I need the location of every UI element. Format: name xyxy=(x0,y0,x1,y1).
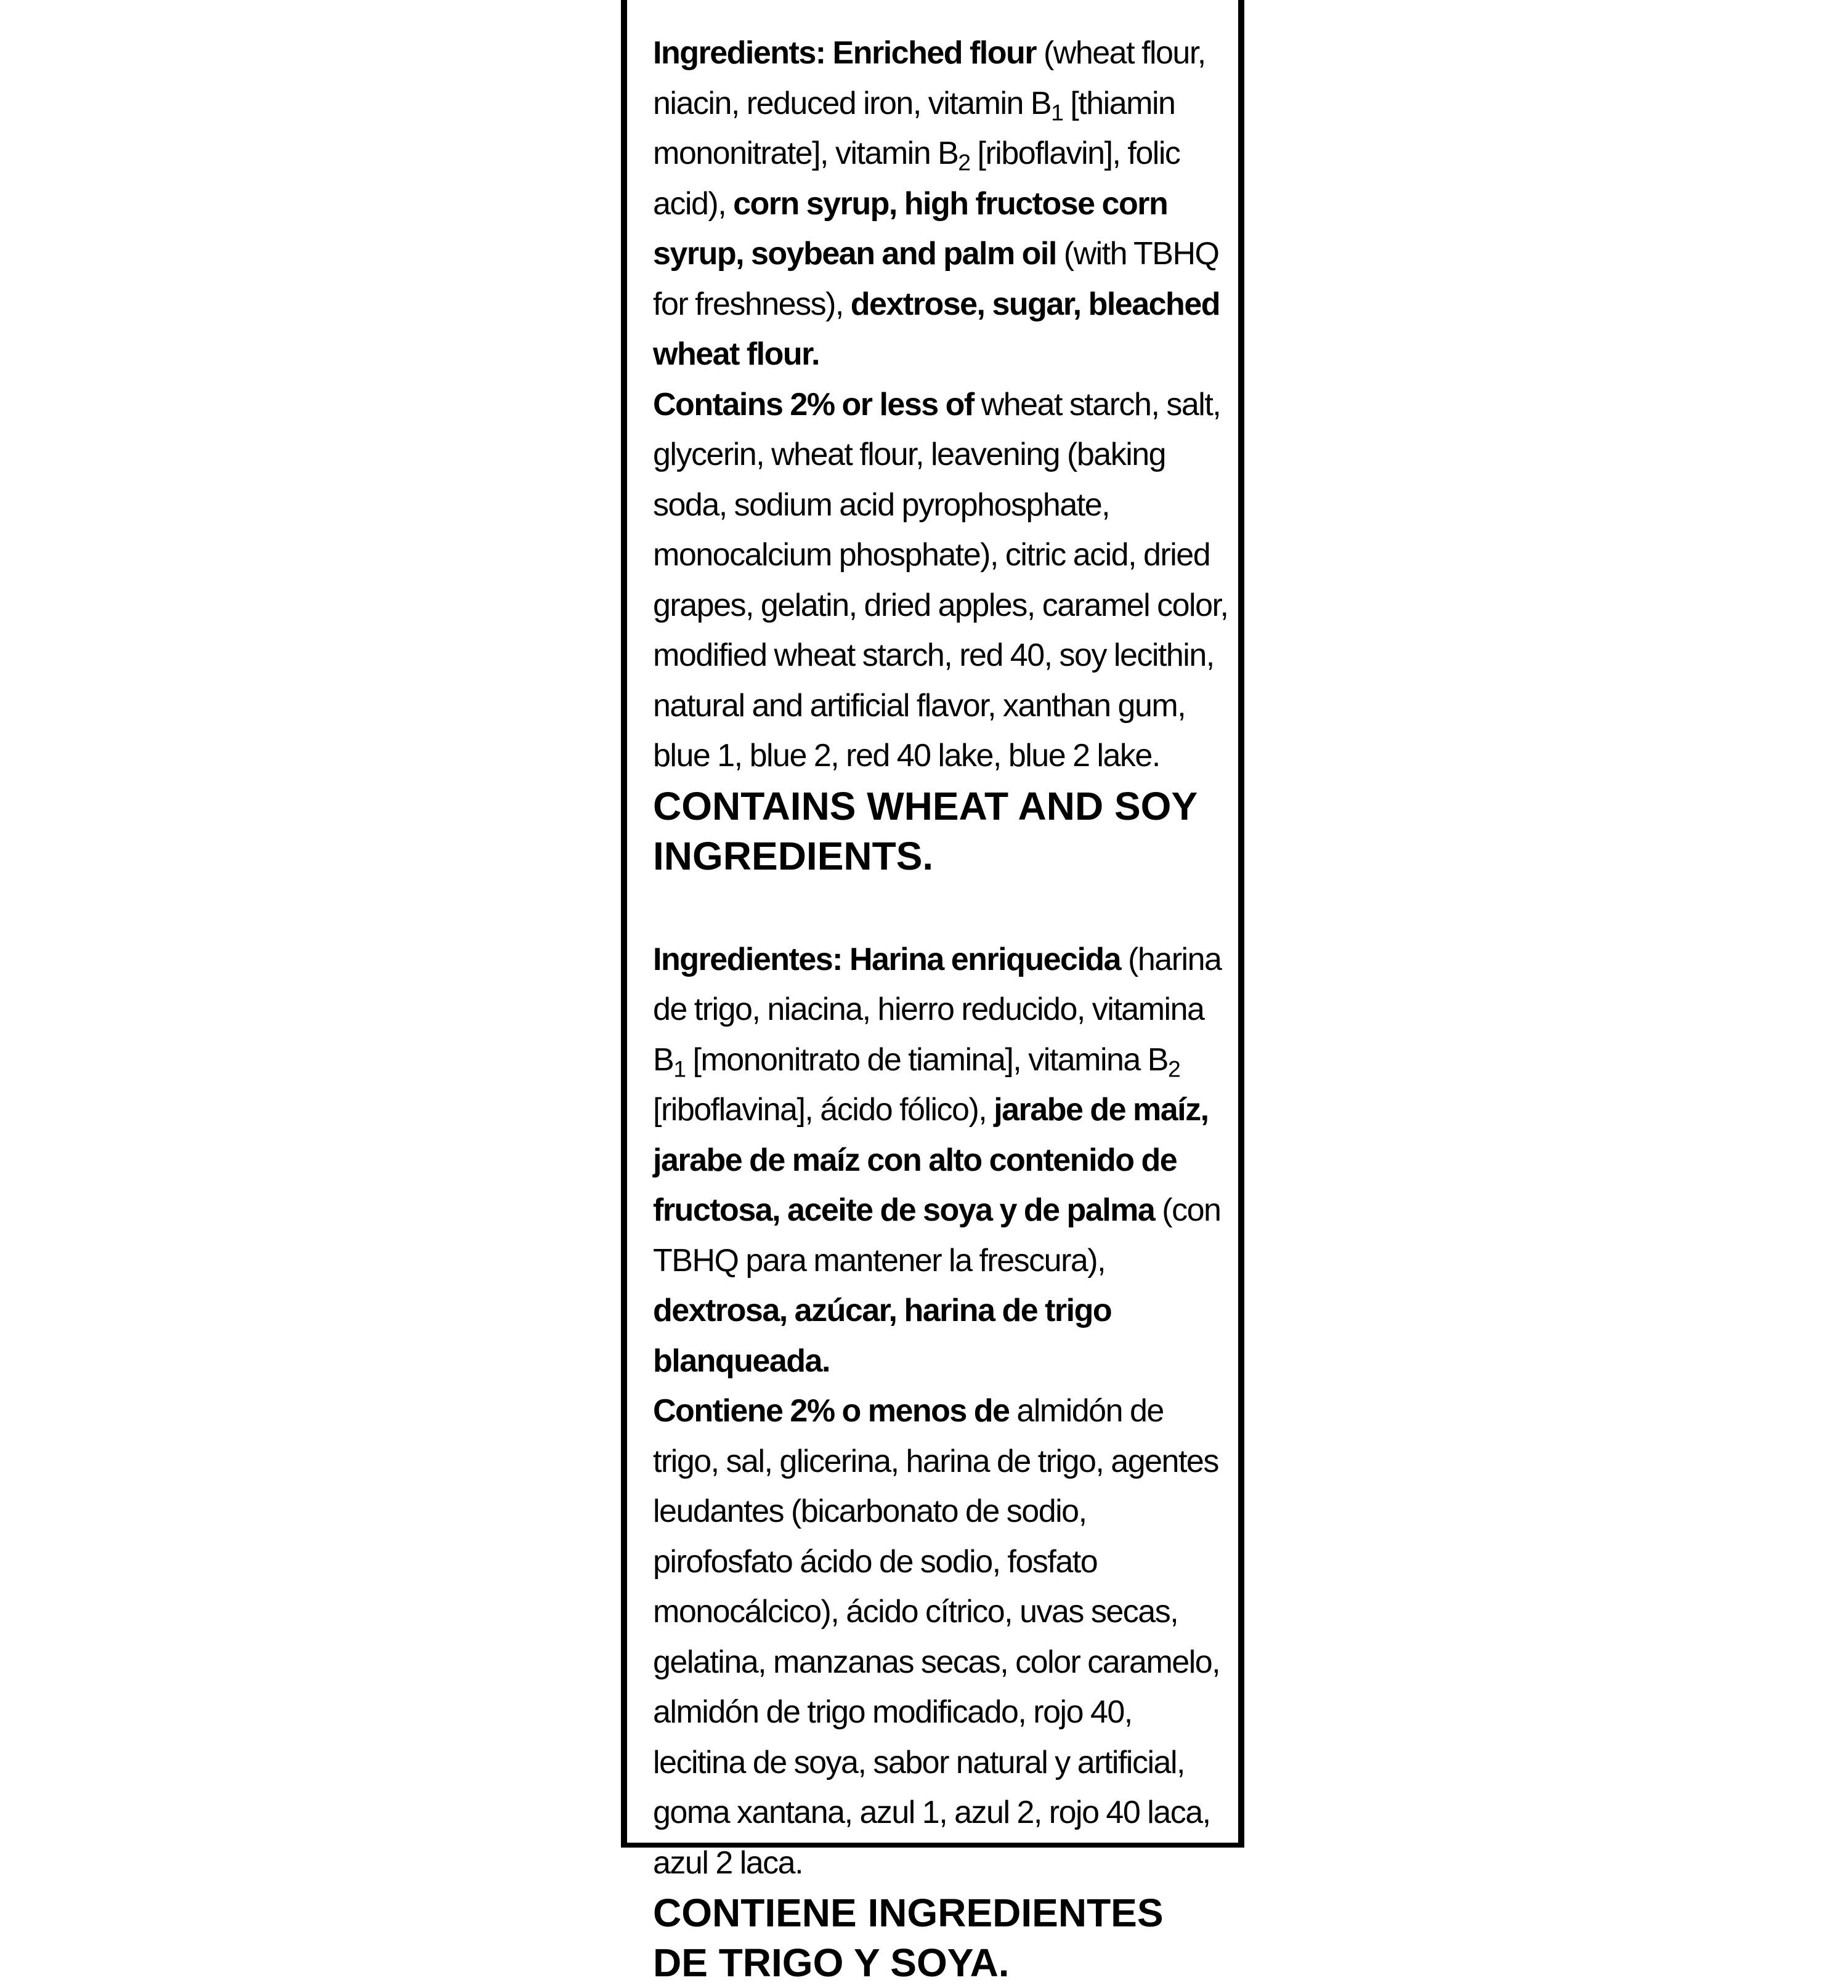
english-tbhq: (with TBHQ for freshness), xyxy=(653,236,1219,322)
english-allergen-statement: CONTAINS WHEAT AND SOY INGREDIENTS. xyxy=(653,783,1197,878)
spanish-ingredients-label: Ingredientes: xyxy=(653,941,842,977)
english-riboflavin: [riboflavin], folic acid), xyxy=(653,135,1180,222)
spanish-contains-less-paragraph xyxy=(653,1386,1229,1888)
spanish-allergen-statement: CONTIENE INGREDIENTES DE TRIGO Y SOYA. xyxy=(653,1891,1164,1985)
ingredients-content xyxy=(653,28,1229,1988)
spanish-tiamina: [mononitrato de tiamina], vitamina B xyxy=(692,1041,1168,1078)
english-ingredients-label: Ingredients: xyxy=(653,35,825,71)
ingredients-label-panel xyxy=(621,0,1244,1985)
english-contains-less-paragraph xyxy=(653,380,1229,782)
spanish-contains-less-text: almidón de trigo, sal, glicerina, harina de trigo, agentes leudantes (bicarbonato de sodio, pirofosfato ácido de sodio, fosfato monocálcico), ácido cítrico, uvas secas, gelatina, manzanas secas, color caramelo, almidón de trigo modificado, rojo 40, lecitina de soya, sabor natural y artificial, goma xantana, azul 1, azul 2, rojo 40 laca, azul 2 laca. xyxy=(653,1393,1220,1881)
spanish-syrups-oils: jarabe de maíz, jarabe de maíz con alto contenido de fructosa, aceite de soya y de palma xyxy=(653,1092,1209,1228)
english-thiamin: [thiamin mononitrate], vitamin B xyxy=(653,85,1175,171)
english-contains-less-label: Contains 2% or less of xyxy=(653,386,974,422)
spanish-contains-less-label: Contiene 2% o menos de xyxy=(653,1393,1010,1429)
english-enriched-flour: Enriched flour xyxy=(832,35,1037,71)
spanish-flour-details: (harina de trigo, niacina, hierro reducido, vitamina B xyxy=(653,941,1222,1078)
spanish-ingredients-paragraph xyxy=(653,935,1229,1387)
english-ingredients-paragraph xyxy=(653,28,1229,380)
spanish-b2-subscript: 2 xyxy=(1167,1055,1180,1081)
spanish-b1-subscript: 1 xyxy=(673,1055,686,1081)
spanish-riboflavina: [riboflavina], ácido fólico), xyxy=(653,1092,987,1128)
english-dextrose-sugar: dextrose, sugar, bleached wheat flour. xyxy=(653,286,1220,372)
english-b2-subscript: 2 xyxy=(958,149,970,176)
english-contains-less-text: wheat starch, salt, glycerin, wheat flour, leavening (baking soda, sodium acid pyrophosphate, monocalcium phosphate), citric acid, dried grapes, gelatin, dried apples, caramel color, modified wheat starch, red 40, soy lecithin, natural and artificial flavor, xanthan gum, blue 1, blue 2, red 40 lake, blue 2 lake. xyxy=(653,386,1228,774)
spanish-tbhq: (con TBHQ para mantener la frescura), xyxy=(653,1192,1221,1279)
english-syrups-oils: corn syrup, high fructose corn syrup, soybean and palm oil xyxy=(653,185,1168,272)
spanish-dextrosa-azucar: dextrosa, azúcar, harina de trigo blanqueada. xyxy=(653,1293,1112,1379)
english-b1-subscript: 1 xyxy=(1051,99,1063,125)
section-spacer xyxy=(653,881,1229,935)
english-flour-details: (wheat flour, niacin, reduced iron, vitamin B xyxy=(653,35,1206,121)
spanish-harina-enriquecida: Harina enriquecida xyxy=(849,941,1121,977)
